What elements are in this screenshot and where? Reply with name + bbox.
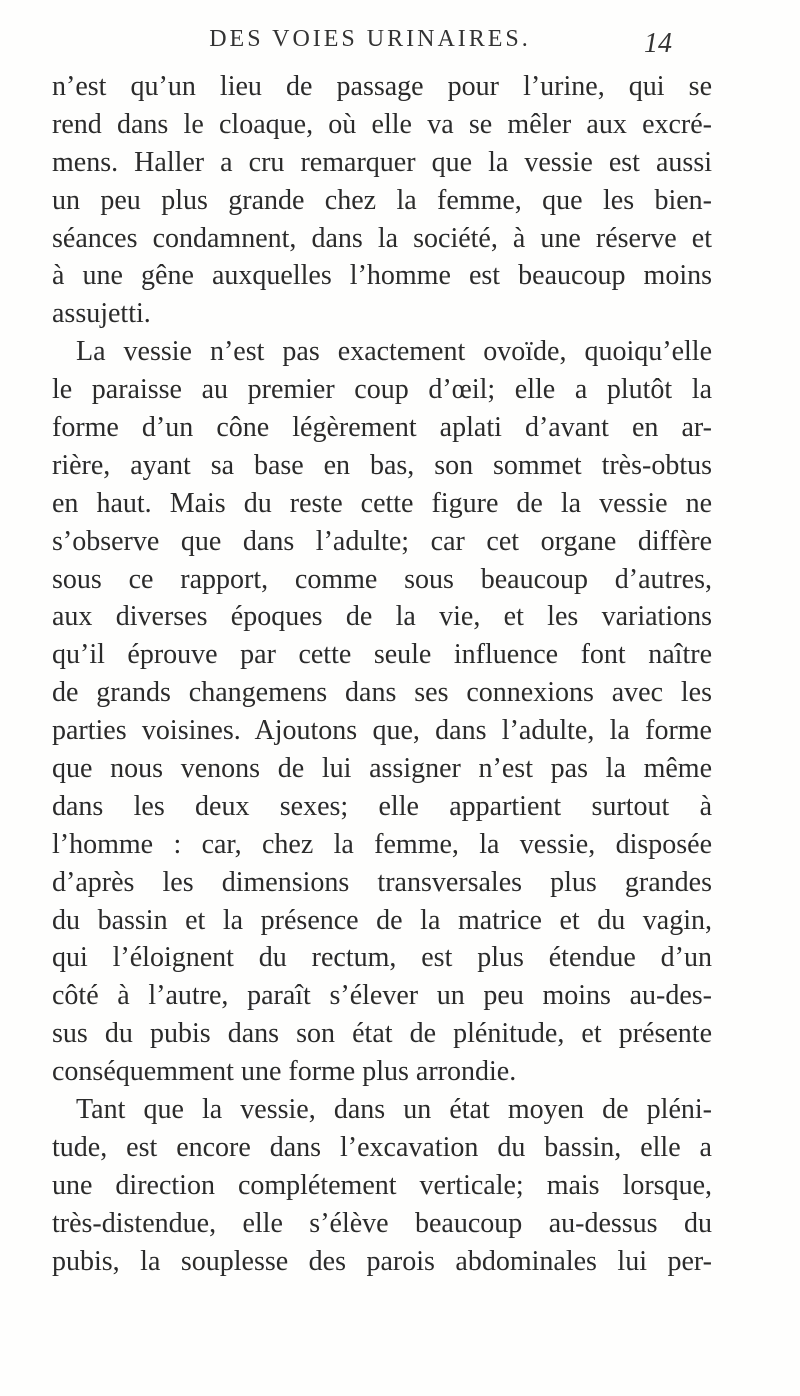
running-head-title: DES VOIES URINAIRES.: [209, 26, 531, 52]
text-line: tude, est encore dans l’excavation du bassin, elle a: [52, 1131, 712, 1163]
text-line: sous ce rapport, comme sous beaucoup d’autres,: [52, 563, 712, 595]
body-text: [52, 68, 712, 1281]
text-line: rière, ayant sa base en bas, son sommet très-obtus: [52, 449, 712, 481]
text-line: n’est qu’un lieu de passage pour l’urine, qui se: [52, 71, 712, 102]
text-line: forme d’un cône légèrement aplati d’avant en ar-: [52, 412, 712, 444]
text-line: pubis, la souplesse des parois abdominales lui per-: [52, 1245, 712, 1277]
text-line: conséquemment une forme plus arrondie.: [52, 1056, 517, 1088]
text-line: le paraisse au premier coup d’œil; elle a plutôt la: [52, 374, 712, 406]
text-line: rend dans le cloaque, où elle va se mêler aux excré-: [52, 108, 712, 140]
text-line: l’homme : car, chez la femme, la vessie, disposée: [52, 828, 712, 860]
text-line: à une gêne auxquelles l’homme est beaucoup moins: [52, 260, 712, 292]
text-line: côté à l’autre, paraît s’élever un peu moins au-des-: [52, 980, 712, 1012]
text-line: s’observe que dans l’adulte; car cet organe diffère: [52, 525, 712, 557]
text-line: très-distendue, elle s’élève beaucoup au-dessus du: [52, 1207, 712, 1239]
text-line: une direction complétement verticale; mais lorsque,: [52, 1169, 712, 1201]
text-line: mens. Haller a cru remarquer que la vessie est aussi: [52, 146, 712, 178]
text-line: que nous venons de lui assigner n’est pas la même: [52, 753, 712, 785]
text-line: assujetti.: [52, 298, 151, 330]
text-line: de grands changemens dans ses connexions avec les: [52, 677, 712, 709]
text-line: parties voisines. Ajoutons que, dans l’adulte, la forme: [52, 715, 712, 747]
page-number: 14: [644, 28, 672, 59]
text-line: d’après les dimensions transversales plus grandes: [52, 866, 712, 898]
text-line: en haut. Mais du reste cette figure de la vessie ne: [52, 487, 712, 519]
text-line: dans les deux sexes; elle appartient surtout à: [52, 790, 712, 822]
running-head: [0, 18, 800, 58]
text-line: qui l’éloignent du rectum, est plus étendue d’un: [52, 942, 712, 974]
text-line: La vessie n’est pas exactement ovoïde, quoiqu’elle: [76, 336, 712, 368]
text-line: Tant que la vessie, dans un état moyen de pléni-: [76, 1094, 712, 1126]
text-line: du bassin et la présence de la matrice et du vagin,: [52, 904, 712, 936]
text-line: aux diverses époques de la vie, et les variations: [52, 601, 712, 633]
text-line: un peu plus grande chez la femme, que les bien-: [52, 184, 712, 216]
text-line: sus du pubis dans son état de plénitude, et présente: [52, 1018, 712, 1050]
text-line: séances condamnent, dans la société, à une réserve et: [52, 222, 712, 254]
text-line: qu’il éprouve par cette seule influence font naître: [52, 639, 712, 671]
